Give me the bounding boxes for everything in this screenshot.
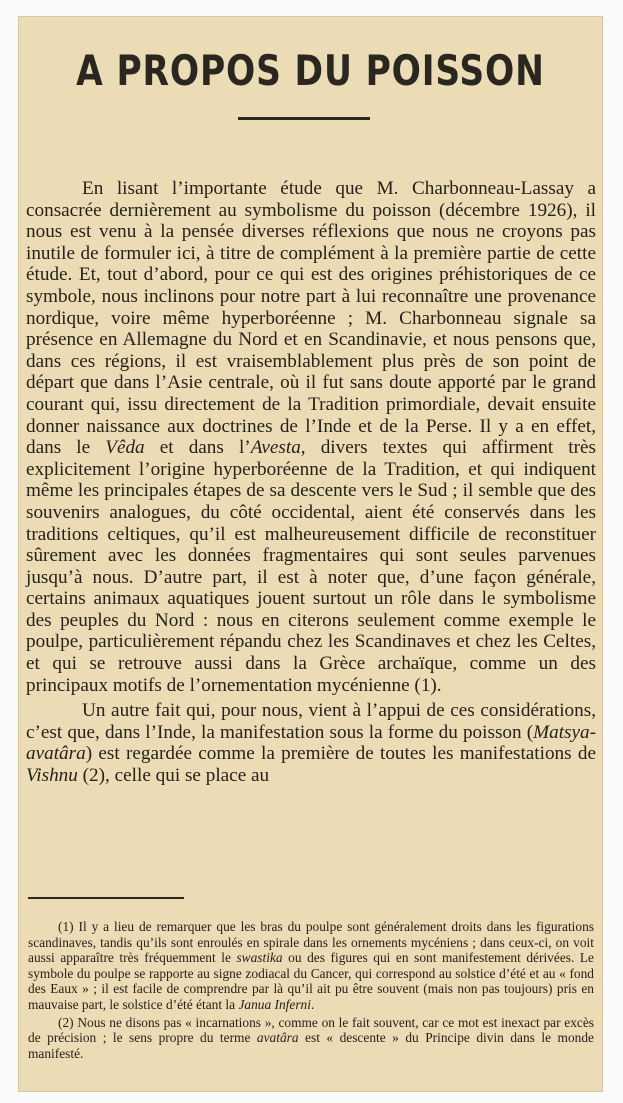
- text-segment: ou des figures qui en sont manifestement dérivées. Le symbole du poulpe se rapporte au signe zodiacal du Cancer, qui correspond au solstice d’été et au « fond des Eaux » ; il est facile de comprendre par là qu’il ait pu être souvent (mais non pas toujours) pris en mauvaise part, le solstice d’été étant la: [28, 950, 594, 1012]
- footnote-1: [28, 919, 594, 1013]
- document-page: [18, 16, 603, 1092]
- text-segment: et dans l’: [144, 437, 251, 459]
- text-segment: ) est regardée comme la première de toutes les manifestations de: [85, 743, 596, 765]
- text-segment-italic: Avesta: [250, 437, 301, 459]
- text-segment-italic: avatâra: [256, 1030, 299, 1046]
- footnote-separator: [28, 897, 184, 899]
- footnote-2: [28, 1015, 594, 1062]
- article-body: [26, 178, 596, 787]
- text-segment: (2) Nous ne disons pas « incarnations », comme on le fait souvent, car ce mot est inexact par excès de précision ; le sens propre du terme: [28, 1014, 594, 1046]
- text-segment: (2), celle qui se place au: [77, 765, 270, 787]
- text-segment-italic: Matsya-avatâra: [26, 721, 596, 765]
- text-segment: .: [310, 996, 315, 1012]
- article-title: A PROPOS DU POISSON: [76, 46, 545, 95]
- paragraph-2: [26, 700, 596, 786]
- title-underline: [238, 117, 370, 120]
- text-segment-italic: Janua Inferni: [238, 996, 311, 1012]
- text-segment: , divers textes qui affirment très explicitement l’origine hyperboréenne de la Tradition, et qui indiquent même les principales étapes de sa descente vers le Sud ; il semble que des souvenirs analogues, du côté occidental, aient été conservés dans les traditions celtiques, qu’il est malheureusement difficile de reconstituer sûrement avec les données fragmentaires qui sont seules parvenues jusqu’à nous. D’autre part, il est à noter que, d’une façon générale, certains animaux aquatiques jouent surtout un rôle dans le symbolisme des peuples du Nord : nous en citerons seulement comme exemple le poulpe, particulièrement répandu chez les Scandinaves et chez les Celtes, et qui se retrouve aussi dans la Grèce archaïque, comme un des principaux motifs de l’ornementation mycénienne (1).: [26, 437, 596, 696]
- text-segment: est « descente » du Principe divin dans le monde manifesté.: [28, 1030, 594, 1061]
- text-segment-italic: Vishnu: [26, 765, 78, 787]
- text-segment-italic: Vêda: [105, 437, 145, 459]
- text-segment: (1) Il y a lieu de remarquer que les bras du poulpe sont généralement droits dans les figurations scandinaves, tandis qu’ils sont enroulés en spirale dans les ornements mycéniens ; dans ceux-ci, on voit aussi apparaître très fréquemment le: [28, 919, 594, 966]
- paragraph-1: [26, 178, 596, 696]
- text-segment: En lisant l’importante étude que M. Charbonneau-Lassay a consacrée dernièrement au symbolisme du poisson (décembre 1926), il nous est venu à la pensée diverses réflexions que nous ne croyons pas inutile de formuler ici, à titre de complément à la première partie de cette étude. Et, tout d’abord, pour ce qui est des origines préhistoriques de ce symbole, nous inclinons pour notre part à lui reconnaître une provenance nordique, voire même hyperboréenne ; M. Charbonneau signale sa présence en Allemagne du Nord et en Scandinavie, et nous pensons que, dans ces régions, il est vraisemblablement plus près de son point de départ que dans l’Asie centrale, où il fut sans doute apporté par le grand courant qui, issu directement de la Tradition primordiale, devait ensuite donner naissance aux doctrines de l’Inde et de la Perse. Il y a en effet, dans le: [26, 178, 596, 459]
- text-segment: Un autre fait qui, pour nous, vient à l’appui de ces considérations, c’est que, dans l’Inde, la manifestation sous la forme du poisson (: [26, 700, 596, 743]
- text-segment-italic: swastika: [236, 950, 283, 966]
- footnotes: [28, 919, 594, 1061]
